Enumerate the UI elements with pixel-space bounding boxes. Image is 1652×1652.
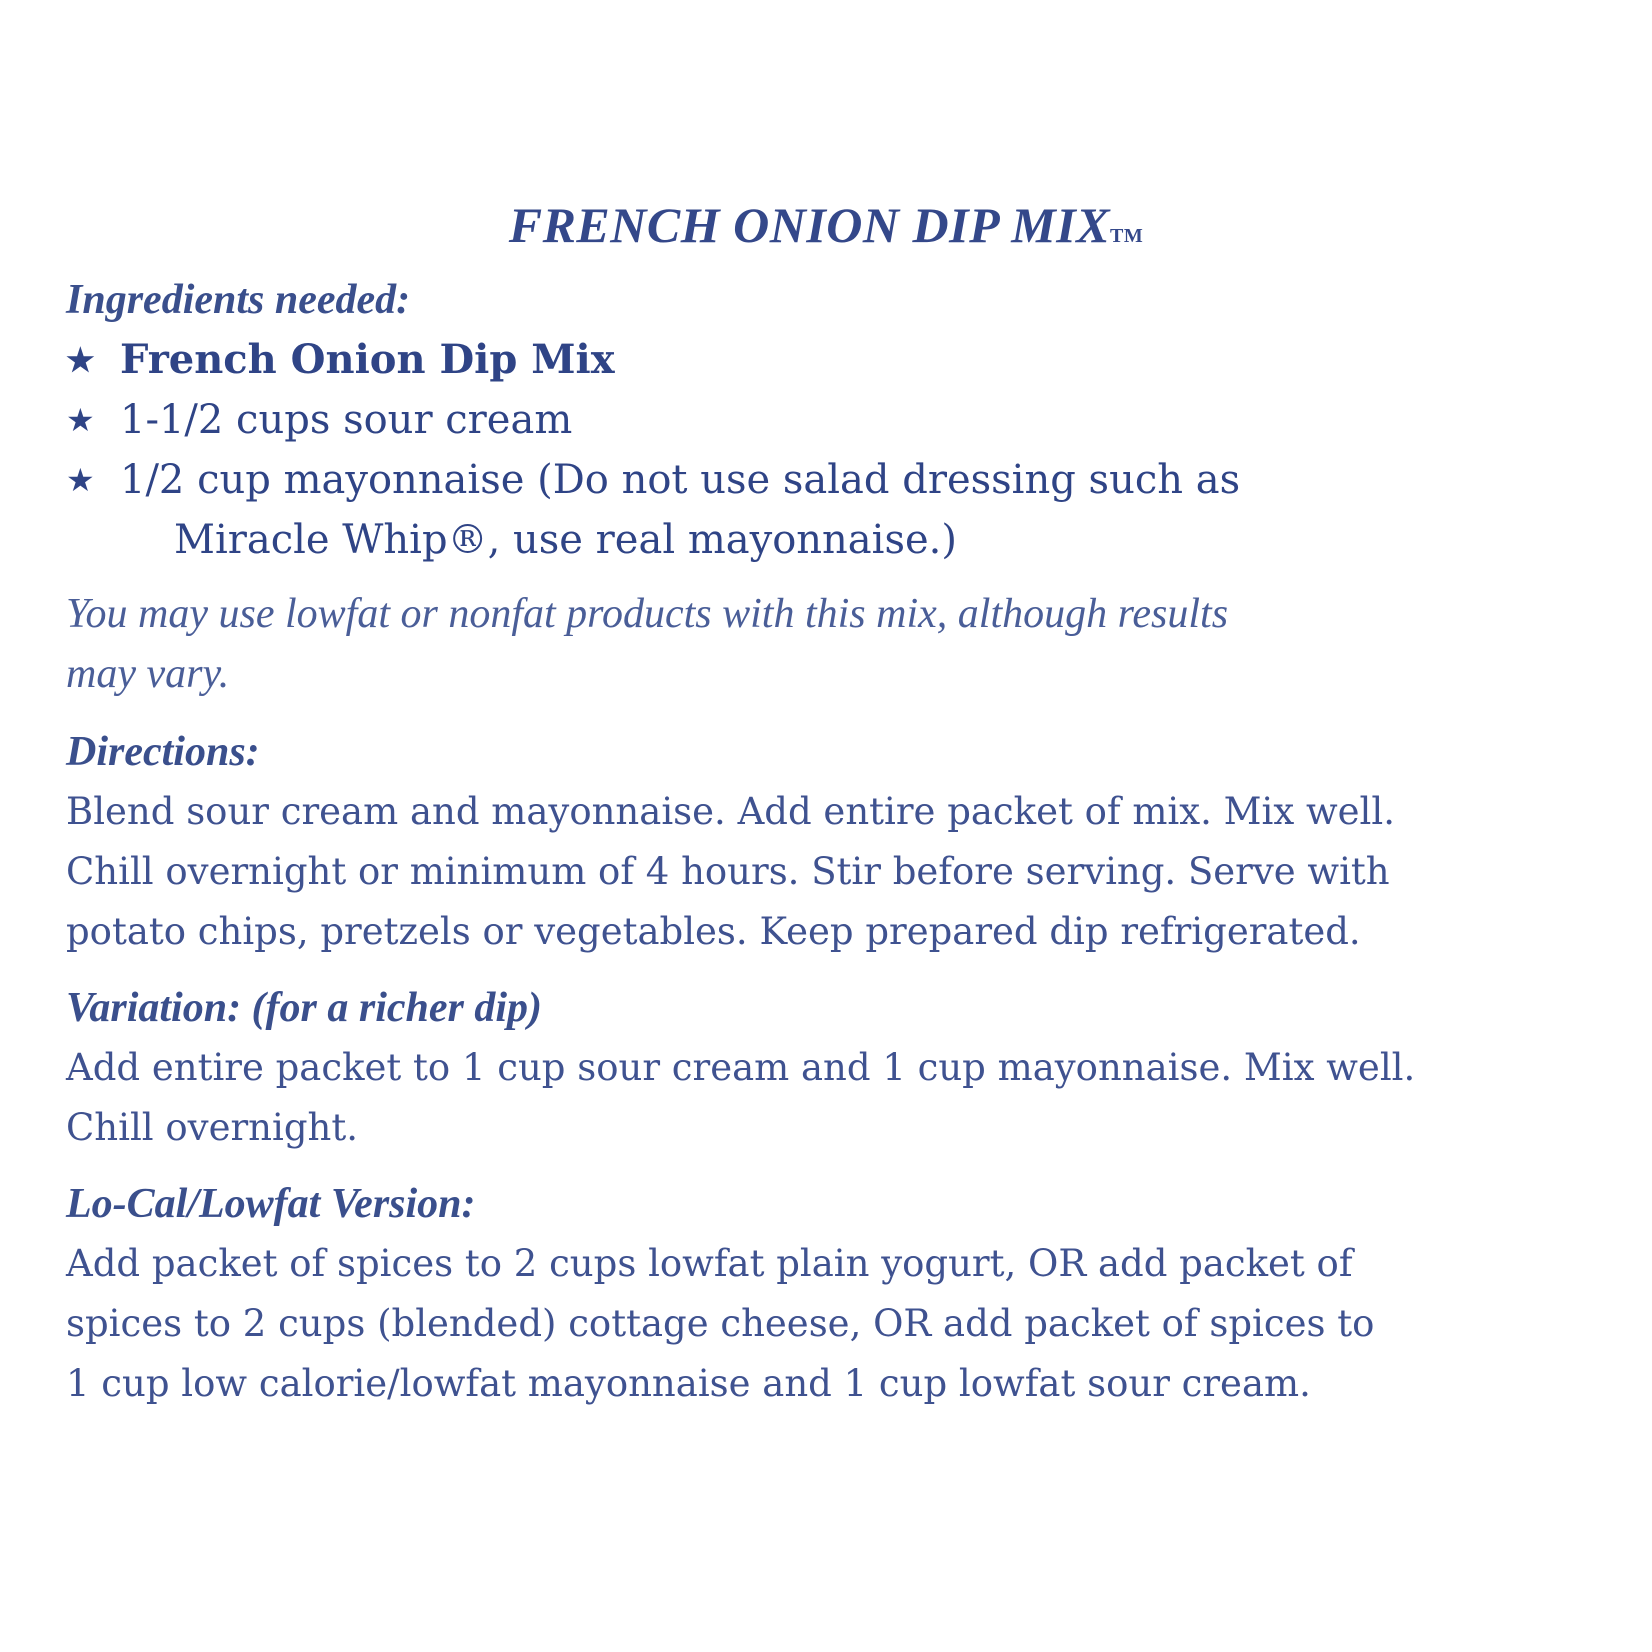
title-text: FRENCH ONION DIP MIX <box>508 197 1111 253</box>
locall-line: spices to 2 cups (blended) cottage cheese, OR add packet of spices to <box>66 1302 1375 1345</box>
ingredient-item <box>66 450 1626 570</box>
locall-heading: Lo-Cal/Lowfat Version: <box>66 1181 476 1227</box>
note-line: may vary. <box>66 651 230 697</box>
ingredient-text-continued: Miracle Whip®, use real mayonnaise.) <box>174 517 957 563</box>
variation-text <box>66 1038 1626 1158</box>
ingredients-list <box>66 330 1626 570</box>
note-line: You may use lowfat or nonfat products with this mix, although results <box>66 591 1229 637</box>
variation-heading: Variation: (for a richer dip) <box>66 985 543 1031</box>
star-icon: ★ <box>66 341 95 379</box>
variation-line: Add entire packet to 1 cup sour cream and 1 cup mayonnaise. Mix well. <box>66 1046 1416 1089</box>
ingredient-item <box>66 390 1626 450</box>
directions-line: Chill overnight or minimum of 4 hours. Stir before serving. Serve with <box>66 850 1390 893</box>
ingredient-text: French Onion Dip Mix <box>120 336 615 383</box>
ingredient-item <box>66 330 1626 390</box>
trademark-mark: TM <box>1110 225 1144 247</box>
locall-line: 1 cup low calorie/lowfat mayonnaise and 1 cup lowfat sour cream. <box>66 1362 1311 1405</box>
star-icon: ★ <box>66 461 95 499</box>
star-icon: ★ <box>66 401 95 439</box>
ingredient-text: 1/2 cup mayonnaise (Do not use salad dressing such as <box>120 457 1241 503</box>
directions-line: Blend sour cream and mayonnaise. Add entire packet of mix. Mix well. <box>66 790 1395 833</box>
variation-line: Chill overnight. <box>66 1106 358 1149</box>
ingredient-text: 1-1/2 cups sour cream <box>120 397 573 443</box>
locall-text <box>66 1234 1626 1414</box>
page-title <box>0 196 1652 254</box>
recipe-content <box>66 270 1626 1414</box>
directions-heading: Directions: <box>66 729 260 775</box>
directions-line: potato chips, pretzels or vegetables. Keep prepared dip refrigerated. <box>66 910 1361 953</box>
directions-text <box>66 782 1626 962</box>
ingredients-heading: Ingredients needed: <box>66 277 411 323</box>
lowfat-note <box>66 584 1626 704</box>
locall-line: Add packet of spices to 2 cups lowfat plain yogurt, OR add packet of <box>66 1242 1353 1285</box>
